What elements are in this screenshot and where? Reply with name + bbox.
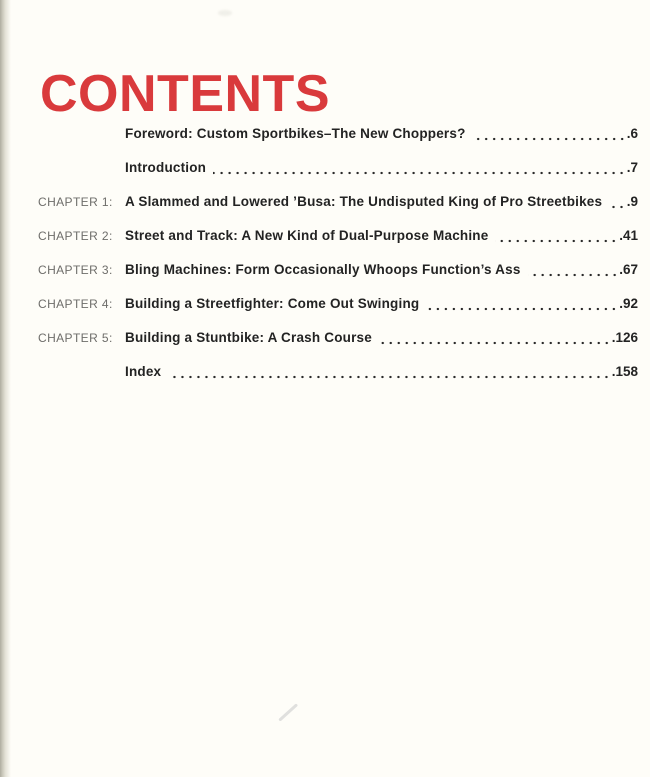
page-number: .6: [626, 126, 638, 141]
chapter-label: CHAPTER 5:: [38, 331, 113, 345]
toc-entry-foreword: [38, 126, 638, 143]
entry-title: Index: [125, 364, 162, 379]
chapter-label: CHAPTER 1:: [38, 195, 113, 209]
page-number: .67: [619, 262, 638, 277]
toc-entry-introduction: [38, 160, 638, 177]
page-number: .158: [611, 364, 638, 379]
entry-title: Introduction: [125, 160, 207, 175]
entry-title: Building a Stuntbike: A Crash Course: [125, 330, 372, 345]
toc-entry-index: [38, 364, 638, 381]
entry-title: Foreword: Custom Sportbikes–The New Choppers?: [125, 126, 466, 141]
entry-title: Bling Machines: Form Occasionally Whoops Function’s Ass: [125, 262, 521, 277]
page-title: CONTENTS: [40, 64, 330, 123]
dot-leader: [528, 262, 619, 279]
dot-leader: [473, 126, 626, 143]
page-number: .7: [626, 160, 638, 175]
dot-leader: [168, 364, 610, 381]
chapter-label: CHAPTER 4:: [38, 297, 113, 311]
table-of-contents: [38, 126, 638, 398]
page-number: .126: [611, 330, 638, 345]
page-number: .41: [619, 228, 638, 243]
entry-title: Building a Streetfighter: Come Out Swinging: [125, 296, 420, 311]
toc-entry-chapter-5: [38, 330, 638, 347]
entry-title: Street and Track: A New Kind of Dual-Purpose Machine: [125, 228, 489, 243]
chapter-label: CHAPTER 2:: [38, 229, 113, 243]
dot-leader: [379, 330, 611, 347]
scan-smudge: [218, 10, 232, 16]
toc-entry-chapter-4: [38, 296, 638, 313]
page-number: .92: [619, 296, 638, 311]
toc-entry-chapter-3: [38, 262, 638, 279]
dot-leader: [213, 160, 626, 177]
scan-edge-shadow: [0, 0, 11, 777]
dot-leader: [609, 194, 626, 211]
scan-crease-mark: [278, 703, 298, 721]
page-number: .9: [626, 194, 638, 209]
dot-leader: [495, 228, 618, 245]
dot-leader: [426, 296, 618, 313]
toc-entry-chapter-2: [38, 228, 638, 245]
toc-entry-chapter-1: [38, 194, 638, 211]
entry-title: A Slammed and Lowered ’Busa: The Undisputed King of Pro Streetbikes: [125, 194, 603, 209]
chapter-label: CHAPTER 3:: [38, 263, 113, 277]
